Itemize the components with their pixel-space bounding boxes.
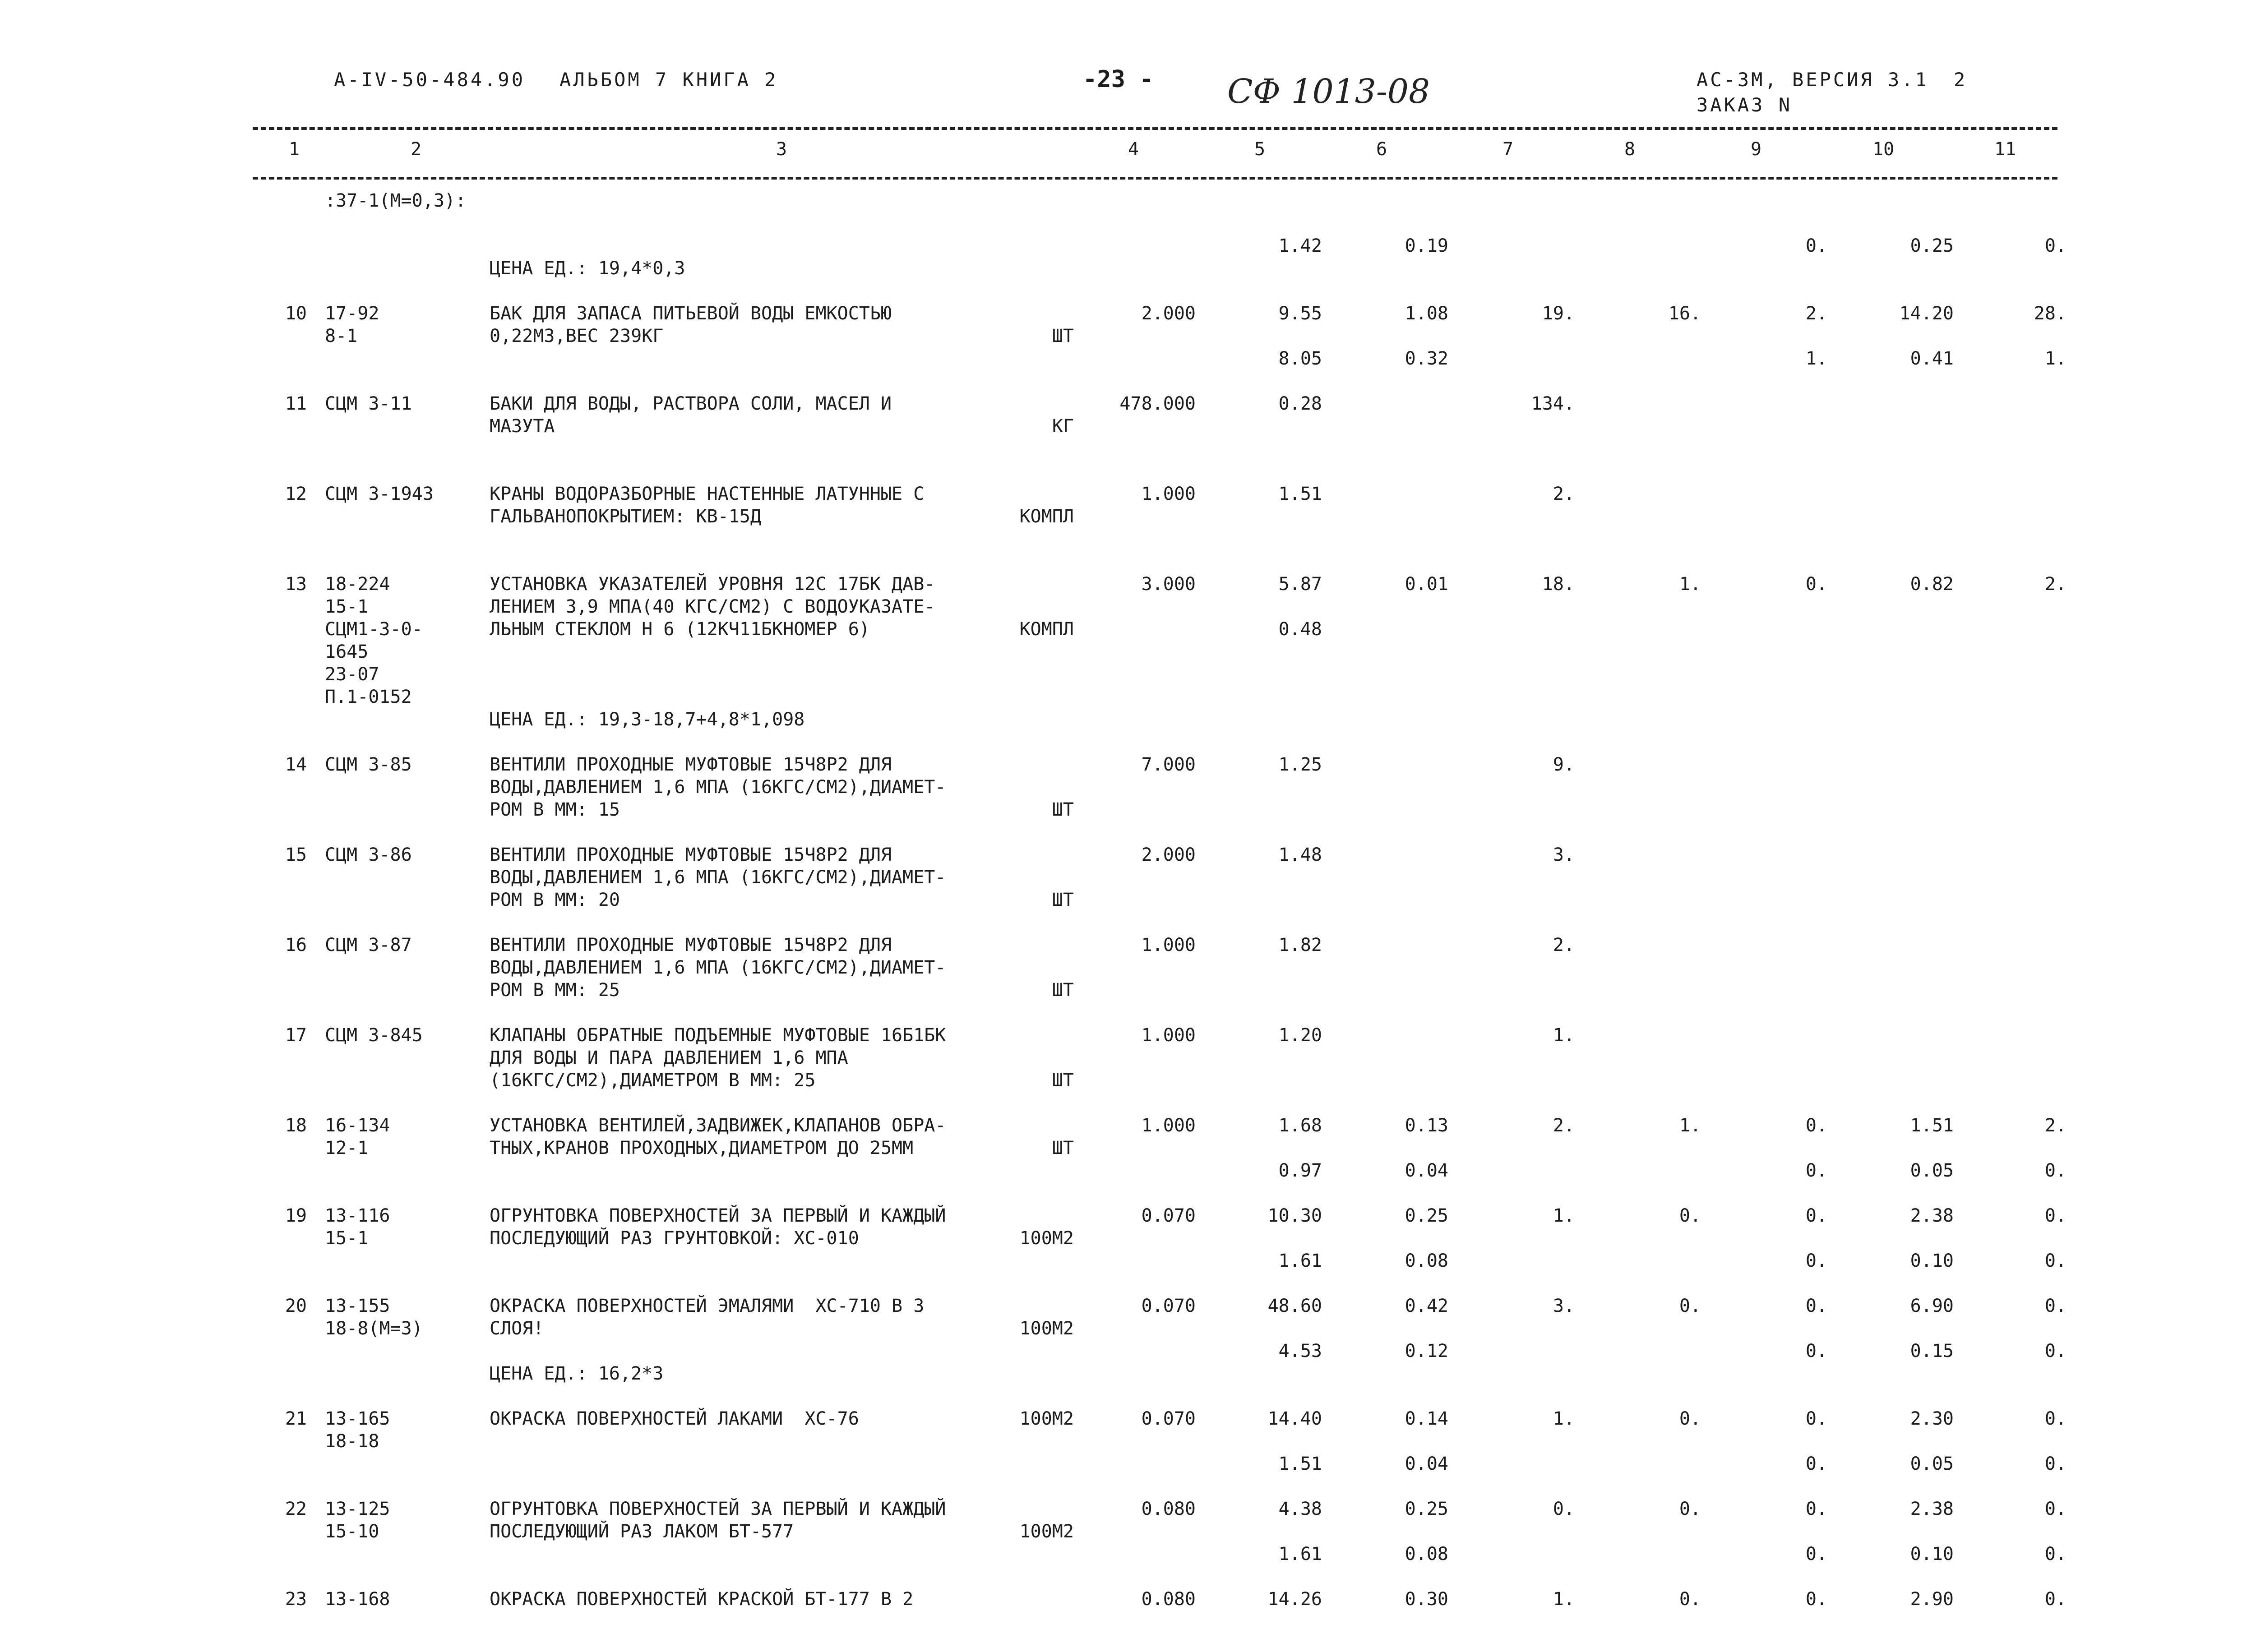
sub-value-c10: 0.10 — [1910, 1544, 1954, 1564]
sub-value-c11: 1. — [2044, 348, 2066, 369]
table-row — [0, 934, 2256, 1001]
value-qty: 1.000 — [1141, 935, 1196, 955]
rate-code: 13-155 — [325, 1296, 390, 1316]
value-c6: 0.30 — [1405, 1589, 1448, 1610]
sub-value-c10: 0.25 — [1910, 235, 1954, 256]
value-c7: 1. — [1553, 1205, 1575, 1226]
value-c7: 1. — [1553, 1025, 1575, 1046]
work-description-line: РОМ В ММ: 25 — [490, 980, 620, 1001]
row-number: 13 — [285, 574, 307, 595]
sub-value-c5: 1.51 — [1278, 1454, 1322, 1474]
column-number-11: 11 — [1994, 139, 2016, 160]
work-description: БАКИ ДЛЯ ВОДЫ, РАСТВОРА СОЛИ, МАСЕЛ И — [490, 393, 892, 414]
row-number: 10 — [285, 303, 307, 324]
row-number: 14 — [285, 754, 307, 775]
value-c5: 9.55 — [1278, 303, 1322, 324]
value-qty: 0.070 — [1141, 1408, 1196, 1429]
work-description: УСТАНОВКА УКАЗАТЕЛЕЙ УРОВНЯ 12С 17БК ДАВ- — [490, 574, 935, 595]
table-row — [0, 392, 2256, 438]
value-c9: 0. — [1805, 1589, 1827, 1610]
sub-value-c5: 1.42 — [1278, 235, 1322, 256]
value-c10: 2.30 — [1910, 1408, 1954, 1429]
row-number: 23 — [285, 1589, 307, 1610]
unit: КОМПЛ — [1019, 506, 1074, 527]
row-number: 21 — [285, 1408, 307, 1429]
sub-value-c9: 0. — [1805, 1544, 1827, 1564]
value-c7: 2. — [1553, 484, 1575, 504]
column-number-4: 4 — [1128, 139, 1139, 160]
rate-code-line: 15-1 — [325, 596, 369, 617]
value-c10: 14.20 — [1899, 303, 1954, 324]
program-suffix: 2 — [1954, 69, 1968, 91]
rate-code: СЦМ 3-1943 — [325, 484, 434, 504]
sub-value-c9: 1. — [1805, 348, 1827, 369]
unit: 100М2 — [1019, 1228, 1074, 1249]
handwritten-code: СФ 1013-08 — [1227, 72, 1430, 111]
value-qty: 7.000 — [1141, 754, 1196, 775]
value-c8: 1. — [1679, 1115, 1701, 1136]
value-qty: 0.080 — [1141, 1589, 1196, 1610]
value-c5: 5.87 — [1278, 574, 1322, 595]
table-row — [0, 302, 2256, 369]
value-c10: 0.82 — [1910, 574, 1954, 595]
rate-code: 16-134 — [325, 1115, 390, 1136]
value-c6: 1.08 — [1405, 303, 1448, 324]
unit: КГ — [1052, 416, 1074, 437]
rate-code: 13-165 — [325, 1408, 390, 1429]
value-c10: 1.51 — [1910, 1115, 1954, 1136]
work-description-line: ПОСЛЕДУЮЩИЙ РАЗ ГРУНТОВКОЙ: ХС-010 — [490, 1228, 859, 1249]
sub-value-c9: 0. — [1805, 1251, 1827, 1271]
sub-value-c11: 0. — [2044, 1251, 2066, 1271]
value-c9: 0. — [1805, 1408, 1827, 1429]
value-c7: 1. — [1553, 1589, 1575, 1610]
sub-value-c11: 0. — [2044, 235, 2066, 256]
page-number: -23 - — [1083, 66, 1154, 93]
row-number: 15 — [285, 844, 307, 865]
value-c7: 18. — [1542, 574, 1575, 595]
table-row — [0, 1114, 2256, 1181]
value-c9: 2. — [1805, 303, 1827, 324]
value-c6: 0.42 — [1405, 1296, 1448, 1316]
work-description: ВЕНТИЛИ ПРОХОДНЫЕ МУФТОВЫЕ 15Ч8Р2 ДЛЯ — [490, 754, 892, 775]
value-c5: 1.82 — [1278, 935, 1322, 955]
sub-value-c5: 1.61 — [1278, 1544, 1322, 1564]
rate-code: СЦМ 3-85 — [325, 754, 412, 775]
unit-price-note: ЦЕНА ЕД.: 19,3-18,7+4,8*1,098 — [490, 709, 805, 730]
rate-code: 13-125 — [325, 1499, 390, 1519]
row-number: 16 — [285, 935, 307, 955]
column-number-5: 5 — [1254, 139, 1266, 160]
rate-code: 13-168 — [325, 1589, 390, 1610]
value-c11: 0. — [2044, 1589, 2066, 1610]
value-c10: 2.38 — [1910, 1499, 1954, 1519]
value-qty: 0.080 — [1141, 1499, 1196, 1519]
value-c8: 0. — [1679, 1205, 1701, 1226]
rate-code: :37-1(M=0,3): — [325, 190, 467, 211]
work-description-line: РОМ В ММ: 20 — [490, 890, 620, 910]
rate-code-line: 23-07 — [325, 664, 379, 685]
sub-value-c10: 0.05 — [1910, 1160, 1954, 1181]
value-c5: 14.26 — [1267, 1589, 1322, 1610]
sub-value-c10: 0.10 — [1910, 1251, 1954, 1271]
value-qty: 1.000 — [1141, 484, 1196, 504]
value-c6: 0.25 — [1405, 1499, 1448, 1519]
value-c6: 0.25 — [1405, 1205, 1448, 1226]
column-number-1: 1 — [289, 139, 300, 160]
row-number: 18 — [285, 1115, 307, 1136]
column-number-9: 9 — [1751, 139, 1762, 160]
value-c11: 0. — [2044, 1408, 2066, 1429]
value-c9: 0. — [1805, 574, 1827, 595]
row-number: 19 — [285, 1205, 307, 1226]
unit: ШТ — [1052, 326, 1074, 346]
sub-value-c6: 0.08 — [1405, 1544, 1448, 1564]
value-c11: 0. — [2044, 1205, 2066, 1226]
sub-value-c11: 0. — [2044, 1160, 2066, 1181]
column-number-10: 10 — [1872, 139, 1895, 160]
table-row — [0, 1295, 2256, 1384]
table-row — [0, 1204, 2256, 1271]
value-c8: 16. — [1668, 303, 1701, 324]
work-description-line: МАЗУТА — [490, 416, 555, 437]
work-description-line: ГАЛЬВАНОПОКРЫТИЕМ: КВ-15Д — [490, 506, 762, 527]
work-description-line: ВОДЫ,ДАВЛЕНИЕМ 1,6 МПА (16КГС/СМ2),ДИАМЕТ- — [490, 777, 946, 798]
value-c10: 6.90 — [1910, 1296, 1954, 1316]
sub-value-c5: 0.48 — [1278, 619, 1322, 640]
rate-code: 17-92 — [325, 303, 379, 324]
column-number-7: 7 — [1502, 139, 1514, 160]
sub-value-c5: 0.97 — [1278, 1160, 1322, 1181]
value-c9: 0. — [1805, 1296, 1827, 1316]
unit: ШТ — [1052, 890, 1074, 910]
album-title: АЛЬБОМ 7 КНИГА 2 — [559, 69, 778, 91]
sub-value-c5: 8.05 — [1278, 348, 1322, 369]
table-row — [0, 1498, 2256, 1564]
row-number: 22 — [285, 1499, 307, 1519]
value-c7: 19. — [1542, 303, 1575, 324]
unit-price-note: ЦЕНА ЕД.: 16,2*3 — [490, 1363, 664, 1384]
row-number: 12 — [285, 484, 307, 504]
table-row — [0, 1024, 2256, 1091]
value-c11: 0. — [2044, 1296, 2066, 1316]
value-c5: 1.25 — [1278, 754, 1322, 775]
rate-code-line: 1645 — [325, 641, 369, 662]
value-c7: 0. — [1553, 1499, 1575, 1519]
rate-code-line: П.1-0152 — [325, 687, 412, 707]
column-number-3: 3 — [776, 139, 787, 160]
unit: 100М2 — [1019, 1318, 1074, 1339]
value-qty: 3.000 — [1141, 574, 1196, 595]
sub-value-c9: 0. — [1805, 1454, 1827, 1474]
work-description: БАК ДЛЯ ЗАПАСА ПИТЬЕВОЙ ВОДЫ ЕМКОСТЬЮ — [490, 303, 892, 324]
rate-code: СЦМ 3-87 — [325, 935, 412, 955]
value-qty: 1.000 — [1141, 1025, 1196, 1046]
value-c5: 48.60 — [1267, 1296, 1322, 1316]
sub-value-c6: 0.32 — [1405, 348, 1448, 369]
value-c5: 1.20 — [1278, 1025, 1322, 1046]
rate-code: СЦМ 3-845 — [325, 1025, 423, 1046]
work-description: УСТАНОВКА ВЕНТИЛЕЙ,ЗАДВИЖЕК,КЛАПАНОВ ОБРА- — [490, 1115, 946, 1136]
sub-value-c6: 0.12 — [1405, 1341, 1448, 1361]
rate-code-line: 15-10 — [325, 1521, 379, 1542]
work-description: ВЕНТИЛИ ПРОХОДНЫЕ МУФТОВЫЕ 15Ч8Р2 ДЛЯ — [490, 935, 892, 955]
sub-value-c11: 0. — [2044, 1454, 2066, 1474]
value-c7: 3. — [1553, 1296, 1575, 1316]
value-qty: 2.000 — [1141, 844, 1196, 865]
unit: 100М2 — [1019, 1408, 1074, 1429]
value-c7: 2. — [1553, 935, 1575, 955]
unit-price-note: ЦЕНА ЕД.: 19,4*0,3 — [490, 258, 685, 279]
unit: КОМПЛ — [1019, 619, 1074, 640]
work-description: ОКРАСКА ПОВЕРХНОСТЕЙ КРАСКОЙ БТ-177 В 2 — [490, 1589, 914, 1610]
value-c8: 0. — [1679, 1408, 1701, 1429]
unit: ШТ — [1052, 1138, 1074, 1158]
value-c7: 3. — [1553, 844, 1575, 865]
table-row — [0, 1588, 2256, 1634]
rate-code: 13-116 — [325, 1205, 390, 1226]
value-c5: 1.68 — [1278, 1115, 1322, 1136]
rate-code-line: 15-1 — [325, 1228, 369, 1249]
doc-code: А-IV-50-484.90 — [334, 69, 526, 91]
value-c11: 28. — [2034, 303, 2066, 324]
value-qty: 2.000 — [1141, 303, 1196, 324]
value-qty: 1.000 — [1141, 1115, 1196, 1136]
work-description-line: СЛОЯ! — [490, 1318, 544, 1339]
table-row — [0, 483, 2256, 529]
work-description-line: ЛЬНЫМ СТЕКЛОМ Н 6 (12КЧ11БКНОМЕР 6) — [490, 619, 870, 640]
header-rule-bottom — [253, 177, 2057, 180]
value-c7: 1. — [1553, 1408, 1575, 1429]
value-c11: 0. — [2044, 1499, 2066, 1519]
value-c6: 0.14 — [1405, 1408, 1448, 1429]
value-c9: 0. — [1805, 1115, 1827, 1136]
sub-value-c6: 0.04 — [1405, 1454, 1448, 1474]
column-number-6: 6 — [1376, 139, 1387, 160]
value-c8: 1. — [1679, 574, 1701, 595]
value-c8: 0. — [1679, 1499, 1701, 1519]
rate-code: СЦМ 3-11 — [325, 393, 412, 414]
value-c5: 0.28 — [1278, 393, 1322, 414]
rate-code-line: 18-18 — [325, 1431, 379, 1452]
work-description-line: ПОСЛЕДУЮЩИЙ РАЗ ЛАКОМ БТ-577 — [490, 1521, 794, 1542]
row-number: 17 — [285, 1025, 307, 1046]
sub-value-c5: 4.53 — [1278, 1341, 1322, 1361]
value-c7: 134. — [1531, 393, 1575, 414]
work-description: КРАНЫ ВОДОРАЗБОРНЫЕ НАСТЕННЫЕ ЛАТУННЫЕ С — [490, 484, 925, 504]
table-row — [0, 753, 2256, 820]
program-version: АС-3М, ВЕРСИЯ 3.1 — [1697, 69, 1929, 91]
value-c11: 2. — [2044, 1115, 2066, 1136]
rate-code-line: 8-1 — [325, 326, 358, 346]
value-c10: 2.38 — [1910, 1205, 1954, 1226]
sub-value-c9: 0. — [1805, 235, 1827, 256]
sub-value-c10: 0.05 — [1910, 1454, 1954, 1474]
row-number: 11 — [285, 393, 307, 414]
rate-code-line: 12-1 — [325, 1138, 369, 1158]
unit: 100М2 — [1019, 1521, 1074, 1542]
work-description-line: РОМ В ММ: 15 — [490, 799, 620, 820]
value-c9: 0. — [1805, 1499, 1827, 1519]
work-description-line: ВОДЫ,ДАВЛЕНИЕМ 1,6 МПА (16КГС/СМ2),ДИАМЕТ- — [490, 867, 946, 888]
sub-value-c6: 0.08 — [1405, 1251, 1448, 1271]
table-row — [0, 189, 2256, 279]
value-qty: 478.000 — [1119, 393, 1196, 414]
work-description: ОКРАСКА ПОВЕРХНОСТЕЙ ЛАКАМИ ХС-76 — [490, 1408, 859, 1429]
order-number: ЗАКАЗ N — [1697, 94, 1793, 116]
work-description-line: ТНЫХ,КРАНОВ ПРОХОДНЫХ,ДИАМЕТРОМ ДО 25ММ — [490, 1138, 914, 1158]
value-c7: 2. — [1553, 1115, 1575, 1136]
rate-code: 18-224 — [325, 574, 390, 595]
sub-value-c10: 0.15 — [1910, 1341, 1954, 1361]
work-description: КЛАПАНЫ ОБРАТНЫЕ ПОДЪЕМНЫЕ МУФТОВЫЕ 16Б1БК — [490, 1025, 946, 1046]
unit: ШТ — [1052, 980, 1074, 1001]
work-description: ОГРУНТОВКА ПОВЕРХНОСТЕЙ ЗА ПЕРВЫЙ И КАЖДЫЙ — [490, 1205, 946, 1226]
work-description: ОКРАСКА ПОВЕРХНОСТЕЙ ЭМАЛЯМИ ХС-710 В 3 — [490, 1296, 925, 1316]
sub-value-c9: 0. — [1805, 1160, 1827, 1181]
value-qty: 0.070 — [1141, 1205, 1196, 1226]
row-number: 20 — [285, 1296, 307, 1316]
sub-value-c5: 1.61 — [1278, 1251, 1322, 1271]
value-c10: 2.90 — [1910, 1589, 1954, 1610]
value-c6: 0.01 — [1405, 574, 1448, 595]
column-number-8: 8 — [1624, 139, 1636, 160]
rate-code-line: 18-8(M=3) — [325, 1318, 423, 1339]
work-description-line: ВОДЫ,ДАВЛЕНИЕМ 1,6 МПА (16КГС/СМ2),ДИАМЕТ- — [490, 957, 946, 978]
work-description-line: 0,22М3,ВЕС 239КГ — [490, 326, 664, 346]
value-c5: 1.51 — [1278, 484, 1322, 504]
unit: ШТ — [1052, 799, 1074, 820]
table-row — [0, 844, 2256, 910]
value-c5: 4.38 — [1278, 1499, 1322, 1519]
sub-value-c11: 0. — [2044, 1544, 2066, 1564]
work-description-line: (16КГС/СМ2),ДИАМЕТРОМ В ММ: 25 — [490, 1070, 816, 1091]
rate-code: СЦМ 3-86 — [325, 844, 412, 865]
sub-value-c6: 0.19 — [1405, 235, 1448, 256]
sub-value-c10: 0.41 — [1910, 348, 1954, 369]
value-c5: 10.30 — [1267, 1205, 1322, 1226]
value-c11: 2. — [2044, 574, 2066, 595]
table-row — [0, 1407, 2256, 1474]
column-number-2: 2 — [411, 139, 422, 160]
work-description-line: ЛЕНИЕМ 3,9 МПА(40 КГС/СМ2) С ВОДОУКАЗАТЕ- — [490, 596, 935, 617]
value-c7: 9. — [1553, 754, 1575, 775]
unit: ШТ — [1052, 1070, 1074, 1091]
work-description: ОГРУНТОВКА ПОВЕРХНОСТЕЙ ЗА ПЕРВЫЙ И КАЖДЫЙ — [490, 1499, 946, 1519]
value-c5: 14.40 — [1267, 1408, 1322, 1429]
value-c8: 0. — [1679, 1296, 1701, 1316]
value-c6: 0.13 — [1405, 1115, 1448, 1136]
value-c9: 0. — [1805, 1205, 1827, 1226]
value-c8: 0. — [1679, 1589, 1701, 1610]
table-row — [0, 573, 2256, 730]
value-c5: 1.48 — [1278, 844, 1322, 865]
rate-code-line: СЦМ1-3-0- — [325, 619, 423, 640]
value-qty: 0.070 — [1141, 1296, 1196, 1316]
header-rule-top — [253, 127, 2057, 130]
work-description: ВЕНТИЛИ ПРОХОДНЫЕ МУФТОВЫЕ 15Ч8Р2 ДЛЯ — [490, 844, 892, 865]
sub-value-c6: 0.04 — [1405, 1160, 1448, 1181]
work-description-line: ДЛЯ ВОДЫ И ПАРА ДАВЛЕНИЕМ 1,6 МПА — [490, 1047, 848, 1068]
sub-value-c9: 0. — [1805, 1341, 1827, 1361]
sub-value-c11: 0. — [2044, 1341, 2066, 1361]
